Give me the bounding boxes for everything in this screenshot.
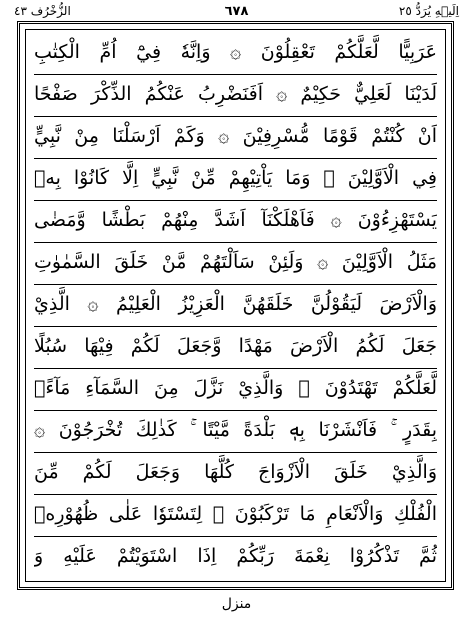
page-header [14,2,459,20]
text-line: جَعَلَ لَكُمُ الْاَرْضَ مَهْدًا وَّجَعَلَ لَكُمْ فِيْهَا سُبُلًا [34,324,437,369]
text-line: لَّعَلَّكُمْ تَهْتَدُوْنَ ۞ وَالَّذِيْ نَزَّلَ مِنَ السَّمَآءِ مَآءًۢ [34,366,437,411]
text-line: مَثَلُ الْاَوَّلِيْنَ ۞ وَلَئِنْ سَاَلْتَهُمْ مَّنْ خَلَقَ السَّمٰوٰتِ [34,240,437,285]
page-frame [17,21,454,590]
text-block [25,29,446,582]
text-line: عَرَبِيًّا لَّعَلَّكُمْ تَعْقِلُوْنَ ۞ وَاِنَّهٗ فِيْٓ اُمِّ الْكِتٰبِ [34,30,437,75]
text-line: اَنْ كُنْتُمْ قَوْمًا مُّسْرِفِيْنَ ۞ وَكَمْ اَرْسَلْنَا مِنْ نَّبِيٍّ [34,114,437,159]
juz-name: اِلَيۡهِ يُرَدُّ ٢٥ [398,4,459,18]
text-line: بِقَدَرٍ ۚ فَاَنْشَرْنَا بِهٖ بَلْدَةً مَّيْتًا ۚ كَذٰلِكَ تُخْرَجُوْنَ ۞ [34,408,437,453]
surah-name: الزُّخْرُف ٤٣ [14,4,71,18]
text-line: لَدَيْنَا لَعَلِيٌّ حَكِيْمٌ ۞ اَفَنَضْرِبُ عَنْكُمُ الذِّكْرَ صَفْحًا [34,72,437,117]
text-line: فِي الْاَوَّلِيْنَ ۞ وَمَا يَاْتِيْهِمْ مِّنْ نَّبِيٍّ اِلَّا كَانُوْا بِهٖ [34,156,437,201]
text-line: ثُمَّ تَذْكُرُوْا نِعْمَةَ رَبِّكُمْ اِذَا اسْتَوَيْتُمْ عَلَيْهِ وَ [34,545,437,567]
text-line: يَسْتَهْزِءُوْنَ ۞ فَاَهْلَكْنَآ اَشَدَّ مِنْهُمْ بَطْشًا وَّمَضٰى [34,198,437,243]
text-line: وَالْاَرْضَ لَيَقُوْلُنَّ خَلَقَهُنَّ الْعَزِيْزُ الْعَلِيْمُ ۞ الَّذِيْ [34,282,437,327]
text-line: الْفُلْكِ وَالْاَنْعَامِ مَا تَرْكَبُوْنَ ۞ لِتَسْتَوٗا عَلٰى ظُهُوْرِهٖ [34,492,437,537]
text-line: وَالَّذِيْ خَلَقَ الْاَزْوَاجَ كُلَّهَا وَجَعَلَ لَكُمْ مِّنَ [34,450,437,495]
manzil-footer: منزل [221,596,252,612]
page-number: ٦٧٨ [224,3,249,19]
